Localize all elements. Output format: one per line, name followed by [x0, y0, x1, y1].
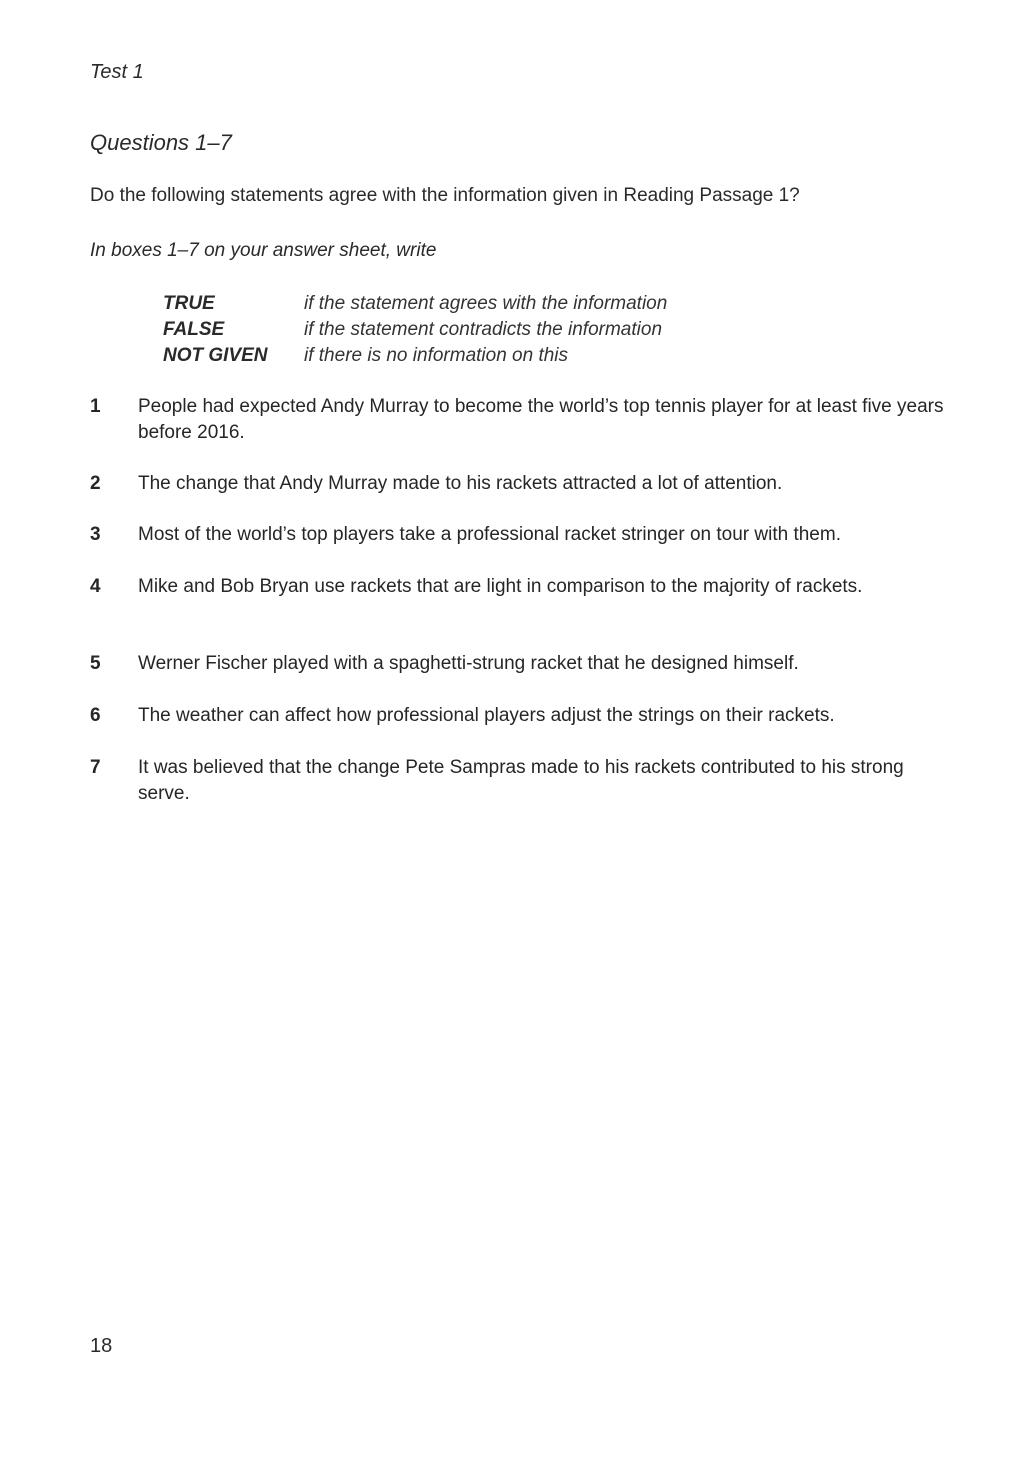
question-number: 3 — [90, 524, 101, 545]
key-description: if the statement agrees with the information — [304, 293, 668, 314]
questions-heading: Questions 1–7 — [90, 130, 232, 155]
question-text: The weather can affect how professional players adjust the strings on their rackets. — [138, 705, 835, 726]
question-text: Mike and Bob Bryan use rackets that are light in comparison to the majority of rackets. — [138, 576, 863, 597]
question-number: 4 — [90, 576, 101, 597]
question-text: Most of the world’s top players take a professional racket stringer on tour with them. — [138, 524, 841, 545]
question-number: 6 — [90, 705, 101, 726]
question-number: 1 — [90, 396, 101, 417]
key-term: NOT GIVEN — [163, 345, 268, 366]
key-row — [163, 291, 667, 317]
answer-instruction: In boxes 1–7 on your answer sheet, write — [90, 240, 437, 261]
key-description: if there is no information on this — [304, 345, 569, 366]
key-term: FALSE — [163, 319, 225, 340]
question-text: Werner Fischer played with a spaghetti-strung racket that he designed himself. — [138, 653, 799, 674]
key-row — [163, 317, 667, 343]
question-text: The change that Andy Murray made to his rackets attracted a lot of attention. — [138, 473, 783, 494]
page-number: 18 — [90, 1335, 113, 1357]
question-number: 5 — [90, 653, 101, 674]
question-text: It was believed that the change Pete Sampras made to his rackets contributed to his strong serve. — [138, 757, 904, 804]
key-row — [163, 343, 667, 369]
question-number: 2 — [90, 473, 101, 494]
question-text: People had expected Andy Murray to become the world’s top tennis player for at least five years before 2016. — [138, 396, 944, 443]
running-head: Test 1 — [90, 61, 144, 83]
key-term: TRUE — [163, 293, 215, 314]
answer-key-table — [163, 291, 667, 369]
instruction-text: Do the following statements agree with the information given in Reading Passage 1? — [90, 185, 800, 206]
question-number: 7 — [90, 757, 101, 778]
key-description: if the statement contradicts the information — [304, 319, 663, 340]
